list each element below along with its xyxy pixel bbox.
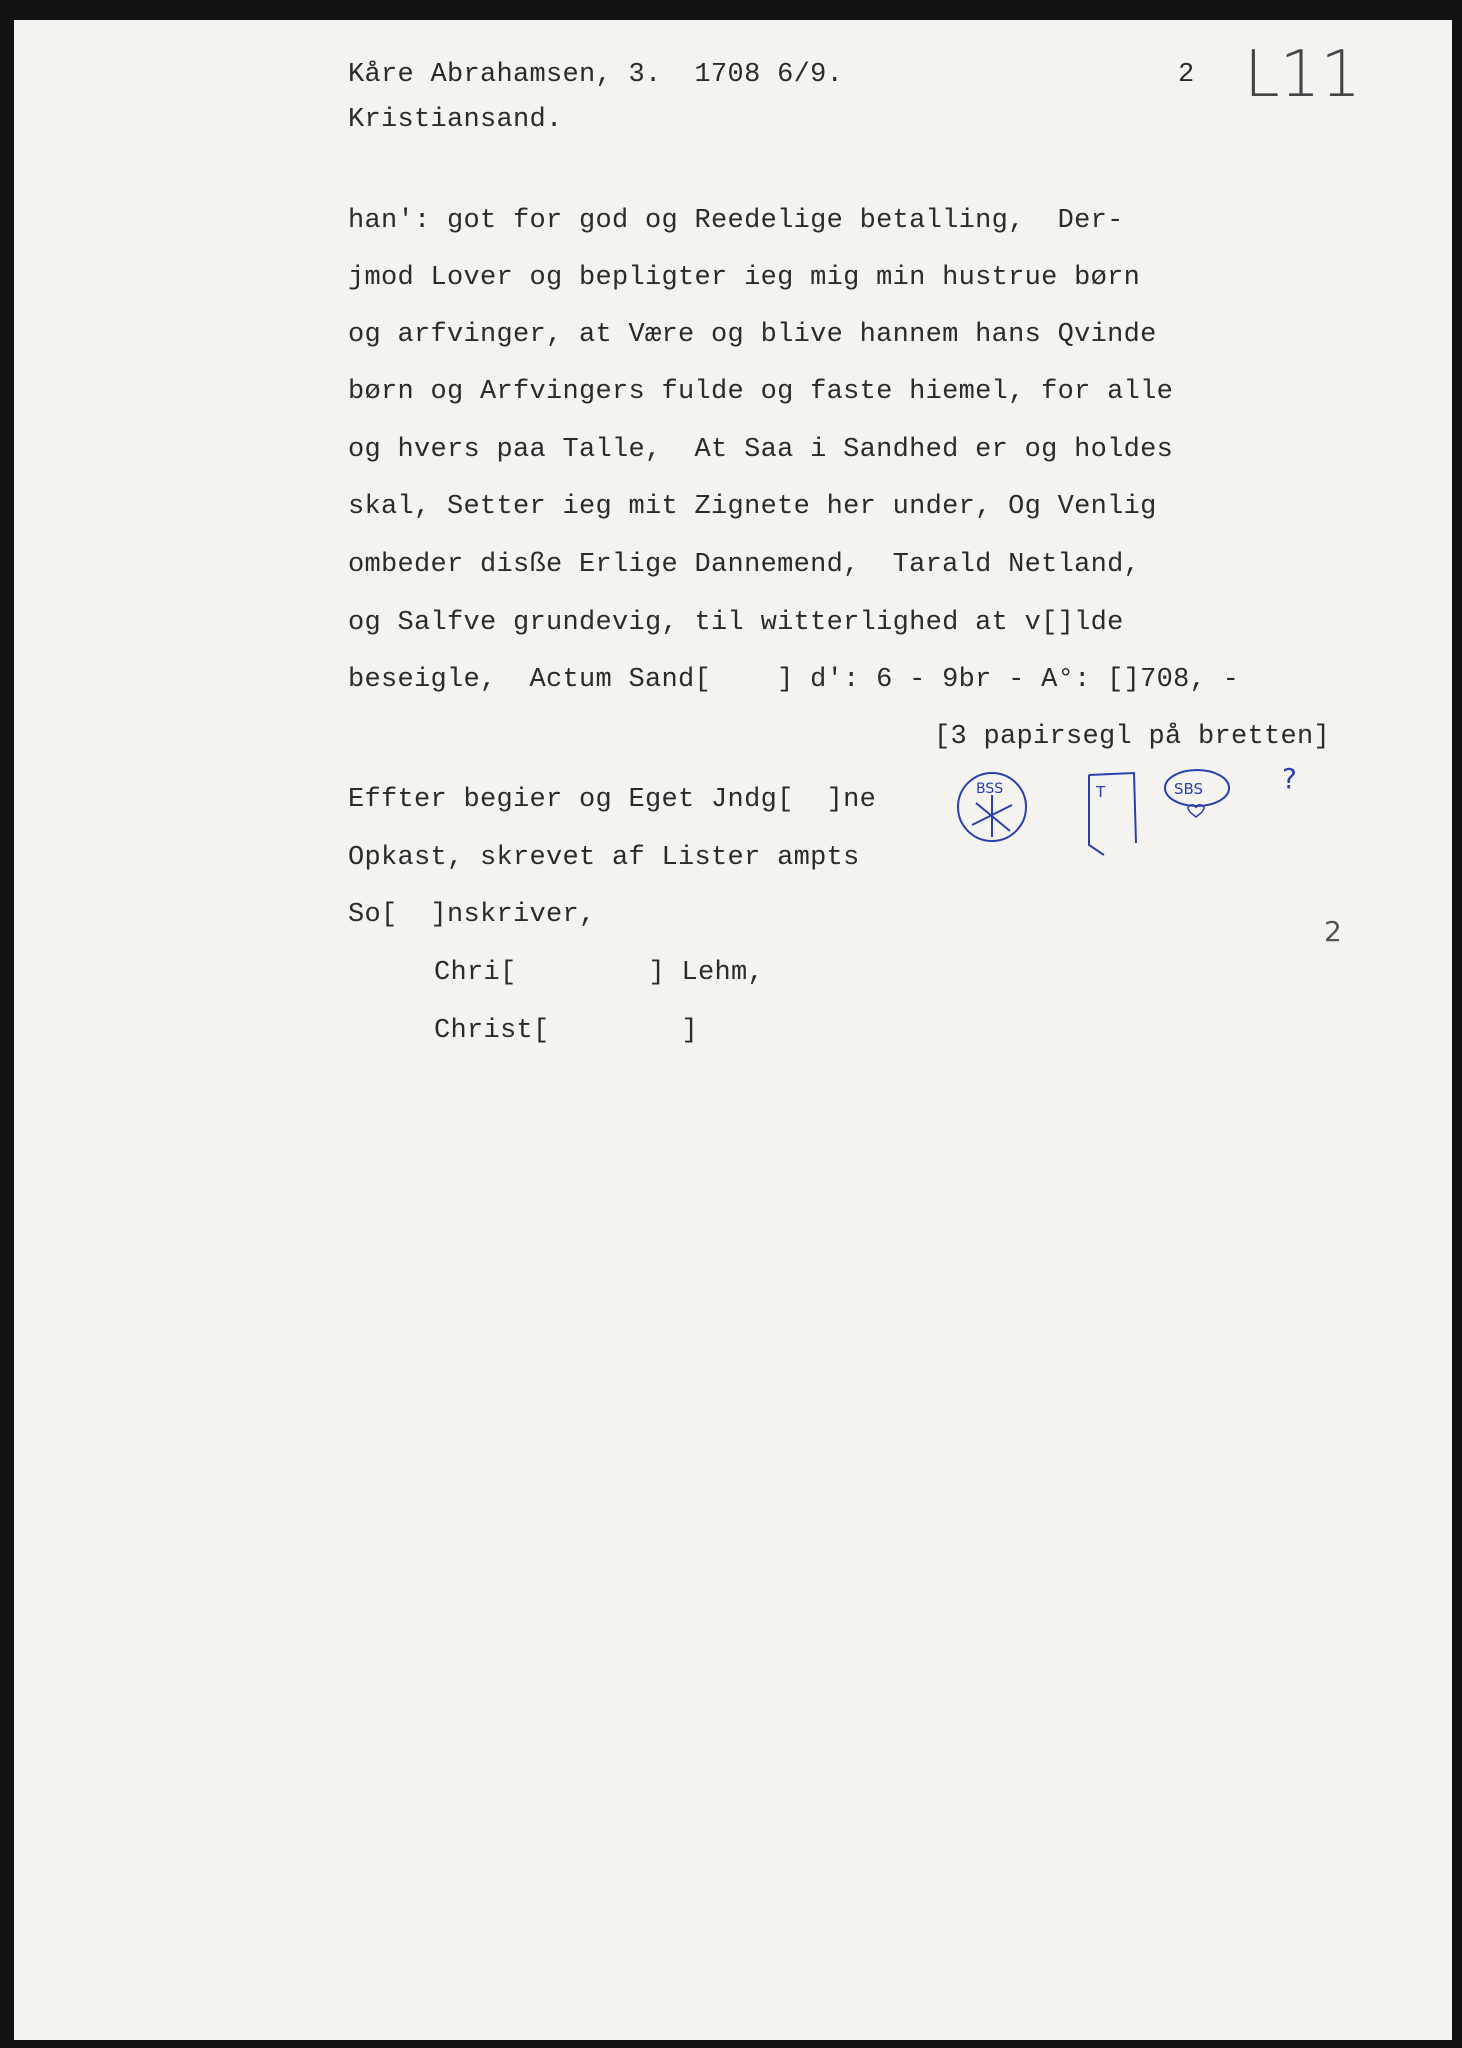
margin-mark: 2 xyxy=(1324,915,1342,948)
corner-annotation: L11 xyxy=(1244,38,1362,112)
seal-sketch-t xyxy=(1089,773,1136,855)
signature-line: Chri[ ] Lehm, xyxy=(434,958,765,988)
seal-label: BSS xyxy=(976,781,1004,797)
seal-note: [3 papirsegl på bretten] xyxy=(934,722,1331,752)
show-through-text xyxy=(72,140,95,232)
seal-sketches xyxy=(954,765,1254,880)
body-line: og Salfve grundevig, til witterlighed at v[]lde xyxy=(348,608,1124,638)
body-line: ombeder disße Erlige Dannemend, Tarald Netland, xyxy=(348,550,1141,580)
body-line: børn og Arfvingers fulde og faste hiemel, for alle xyxy=(348,377,1174,407)
document-page xyxy=(14,20,1452,2040)
seal-sketch-bss xyxy=(958,773,1026,841)
seal-label: T xyxy=(1096,783,1106,801)
body-line: han': got for god og Reedelige betalling, Der- xyxy=(348,206,1124,236)
body-line: og arfvinger, at Være og blive hannem hans Qvinde xyxy=(348,320,1157,350)
body-line: jmod Lover og bepligter ieg mig min hustrue børn xyxy=(348,263,1141,293)
body-line: skal, Setter ieg mit Zignete her under, Og Venlig xyxy=(348,492,1157,522)
body-line: beseigle, Actum Sand[ ] d': 6 - 9br - A°: []708, - xyxy=(348,665,1240,695)
closing-line: Opkast, skrevet af Lister ampts xyxy=(348,843,860,873)
seal-sketch-sbs xyxy=(1165,770,1229,817)
signature-line: Christ[ ] xyxy=(434,1016,699,1046)
header-line-1: Kåre Abrahamsen, 3. 1708 6/9. xyxy=(348,60,844,90)
show-through-text xyxy=(54,1660,82,1787)
body-line: og hvers paa Talle, At Saa i Sandhed er og holdes xyxy=(348,435,1174,465)
page-number: 2 xyxy=(1178,60,1195,90)
closing-line: So[ ]nskriver, xyxy=(348,900,596,930)
closing-line: Effter begier og Eget Jndg[ ]ne xyxy=(348,785,877,815)
seal-label: SBS xyxy=(1174,780,1204,798)
question-annotation: ? xyxy=(1282,762,1297,795)
header-line-2: Kristiansand. xyxy=(348,105,563,135)
